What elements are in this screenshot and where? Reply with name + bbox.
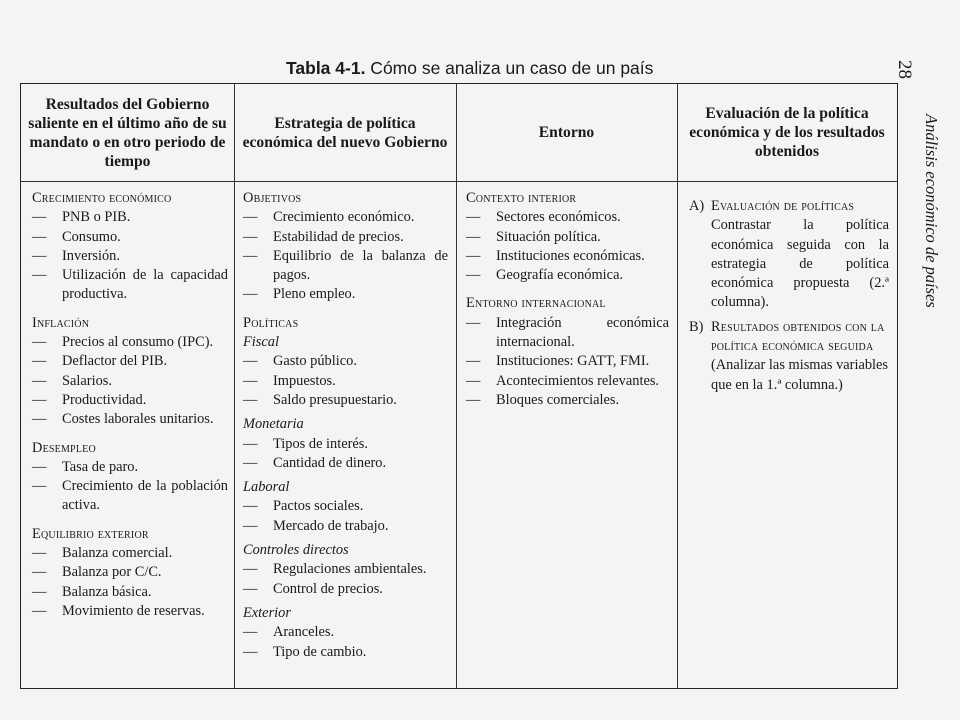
analysis-table [20, 83, 898, 689]
dash-marker: — [32, 247, 47, 264]
list-item [32, 477, 228, 516]
column-evaluacion [689, 197, 889, 395]
dash-marker: — [243, 353, 258, 370]
list-item [243, 372, 448, 391]
list-item-text: Costes laborales unitarios. [62, 411, 214, 428]
dash-marker: — [32, 411, 47, 428]
header-col-2: Estrategia de política económica del nuevo Gobierno [242, 114, 448, 151]
list-item [32, 602, 228, 621]
list-item-text: Tasa de paro. [62, 458, 139, 475]
list-item [466, 266, 669, 285]
list-item-text: Gasto público. [273, 353, 357, 370]
header-col-3: Entorno [538, 124, 595, 141]
list-item-text: Sectores económicos. [496, 209, 621, 226]
list-item-text: Precios al consumo (IPC). [62, 334, 214, 351]
section-title: Desempleo [32, 439, 96, 456]
dash-marker: — [32, 209, 47, 226]
dash-marker: — [466, 247, 481, 264]
subsection-title: Controles directos [243, 542, 349, 559]
page-number: 28 [894, 60, 915, 79]
list-item-text: Geografía económica. [496, 267, 624, 284]
list-item-text: Cantidad de dinero. [273, 454, 387, 471]
list-item-text: Aranceles. [273, 624, 335, 641]
list-item-text: Situación política. [496, 228, 601, 245]
list-item [466, 372, 669, 391]
list-item [243, 435, 448, 454]
list-item [243, 391, 448, 410]
list-item [243, 247, 448, 286]
dash-marker: — [243, 643, 258, 660]
list-item-text: Regulaciones ambientales. [273, 561, 427, 578]
dash-marker: — [243, 228, 258, 245]
list-item-text: Balanza comercial. [62, 545, 173, 562]
dash-marker: — [32, 545, 47, 562]
list-item [32, 333, 228, 352]
table-title-text: Cómo se analiza un caso de un país [365, 58, 654, 78]
list-item-text: Tipos de interés. [273, 435, 369, 452]
table-title [286, 58, 653, 79]
list-item [32, 372, 228, 391]
header-col-1: Resultados del Gobierno saliente en el último año de su mandato o en otro periodo de tiempo [28, 95, 227, 170]
dash-marker: — [243, 286, 258, 303]
dash-marker: — [32, 372, 47, 389]
dash-marker: — [32, 228, 47, 245]
list-item-text: Balanza básica. [62, 583, 152, 600]
list-item-text: Bloques comerciales. [496, 391, 620, 408]
section-title: Crecimiento económico [32, 190, 172, 206]
evaluation-b-title: Resultados obtenidos con la política económica seguida [711, 318, 885, 355]
dash-marker: — [32, 602, 47, 619]
list-item [243, 623, 448, 642]
list-item [243, 643, 448, 662]
dash-marker: — [243, 454, 258, 471]
dash-marker: — [243, 580, 258, 597]
dash-marker: — [243, 561, 258, 578]
list-item-text: Estabilidad de precios. [273, 228, 404, 245]
dash-marker: — [466, 372, 481, 389]
list-item [243, 352, 448, 371]
evaluation-b-letter: B) [689, 318, 704, 335]
list-item [243, 517, 448, 536]
dash-marker: — [243, 624, 258, 641]
list-item [466, 208, 669, 227]
subsection-title: Fiscal [243, 334, 279, 351]
list-item [32, 352, 228, 371]
list-item-text: Movimiento de reservas. [62, 602, 205, 619]
dash-marker: — [32, 353, 47, 370]
section-title: Contexto interior [466, 190, 577, 206]
list-item [32, 410, 228, 429]
list-item-text: Acontecimientos relevantes. [496, 372, 660, 389]
list-item [32, 228, 228, 247]
section-title: Entorno internacional [466, 295, 606, 312]
dash-marker: — [243, 498, 258, 515]
dash-marker: — [466, 209, 481, 226]
section-title: Inflación [32, 314, 90, 331]
header-col-4: Evaluación de la política económica y de los resultados obtenidos [689, 105, 885, 160]
list-item-text: Tipo de cambio. [273, 643, 367, 660]
dash-marker: — [466, 353, 481, 370]
list-item [466, 391, 669, 410]
list-item [243, 580, 448, 599]
list-item [32, 208, 228, 227]
table-title-number: Tabla 4-1. [286, 58, 366, 78]
list-item [243, 228, 448, 247]
list-item-text: Consumo. [62, 228, 121, 245]
evaluation-b-label [689, 318, 889, 357]
dash-marker: — [32, 583, 47, 600]
list-item [466, 228, 669, 247]
list-item-text: PNB o PIB. [62, 209, 131, 226]
dash-marker: — [32, 334, 47, 351]
list-item-text: Inversión. [62, 247, 120, 264]
list-item [32, 563, 228, 582]
evaluation-a-letter: A) [689, 198, 705, 214]
evaluation-a-text: Contrastar la política económica seguida con la estrategia de política económica propuesta (2.ª columna). [711, 217, 889, 311]
evaluation-a-label [689, 197, 889, 216]
list-item-text: Utilización de la capacidad productiva. [62, 267, 228, 303]
dash-marker: — [243, 517, 258, 534]
list-item-text: Productividad. [62, 391, 147, 408]
list-item [32, 247, 228, 266]
header-divider [21, 181, 897, 182]
evaluation-b-text: (Analizar las mismas variables que en la 1.ª columna.) [711, 357, 889, 393]
dash-marker: — [466, 267, 481, 284]
list-item-text: Mercado de trabajo. [273, 517, 389, 534]
list-item-text: Balanza por C/C. [62, 564, 162, 581]
list-item-text: Deflactor del PIB. [62, 353, 168, 370]
list-item [243, 560, 448, 579]
subsection-title: Monetaria [243, 416, 304, 433]
list-item-text: Crecimiento de la población activa. [62, 478, 228, 514]
list-item [466, 314, 669, 353]
list-item [243, 454, 448, 473]
evaluation-a-title: Evaluación de políticas [711, 198, 855, 214]
list-item-text: Pleno empleo. [273, 286, 356, 303]
column-entorno [466, 189, 669, 410]
list-item [32, 583, 228, 602]
list-item [466, 247, 669, 266]
list-item-text: Crecimiento económico. [273, 209, 415, 226]
dash-marker: — [243, 372, 258, 389]
dash-marker: — [32, 564, 47, 581]
dash-marker: — [32, 458, 47, 475]
list-item-text: Impuestos. [273, 372, 336, 389]
dash-marker: — [243, 247, 258, 264]
list-item [243, 285, 448, 304]
list-item [32, 544, 228, 563]
section-title: Políticas [243, 314, 299, 331]
dash-marker: — [32, 391, 47, 408]
list-item [32, 391, 228, 410]
dash-marker: — [32, 478, 47, 495]
section-title: Objetivos [243, 190, 302, 206]
list-item-text: Instituciones económicas. [496, 247, 645, 264]
list-item-text: Saldo presupuestario. [273, 391, 397, 408]
list-item-text: Control de precios. [273, 580, 383, 597]
list-item [243, 208, 448, 227]
column-estrategia [243, 189, 448, 662]
list-item-text: Pactos sociales. [273, 498, 364, 515]
dash-marker: — [243, 391, 258, 408]
dash-marker: — [466, 391, 481, 408]
list-item [243, 497, 448, 516]
running-head: Análisis económico de países [922, 114, 941, 308]
section-title: Equilibrio exterior [32, 525, 149, 542]
list-item-text: Equilibrio de la balanza de pagos. [273, 247, 448, 284]
subsection-title: Laboral [243, 479, 290, 496]
dash-marker: — [466, 228, 481, 245]
dash-marker: — [32, 267, 47, 284]
dash-marker: — [466, 314, 481, 331]
dash-marker: — [243, 209, 258, 226]
list-item [32, 266, 228, 305]
dash-marker: — [243, 435, 258, 452]
column-resultados [32, 189, 228, 621]
list-item [466, 352, 669, 371]
subsection-title: Exterior [243, 604, 291, 621]
list-item-text: Salarios. [62, 372, 112, 389]
list-item-text: Integración económica internacional. [496, 314, 669, 351]
list-item-text: Instituciones: GATT, FMI. [496, 353, 650, 370]
list-item [32, 458, 228, 477]
